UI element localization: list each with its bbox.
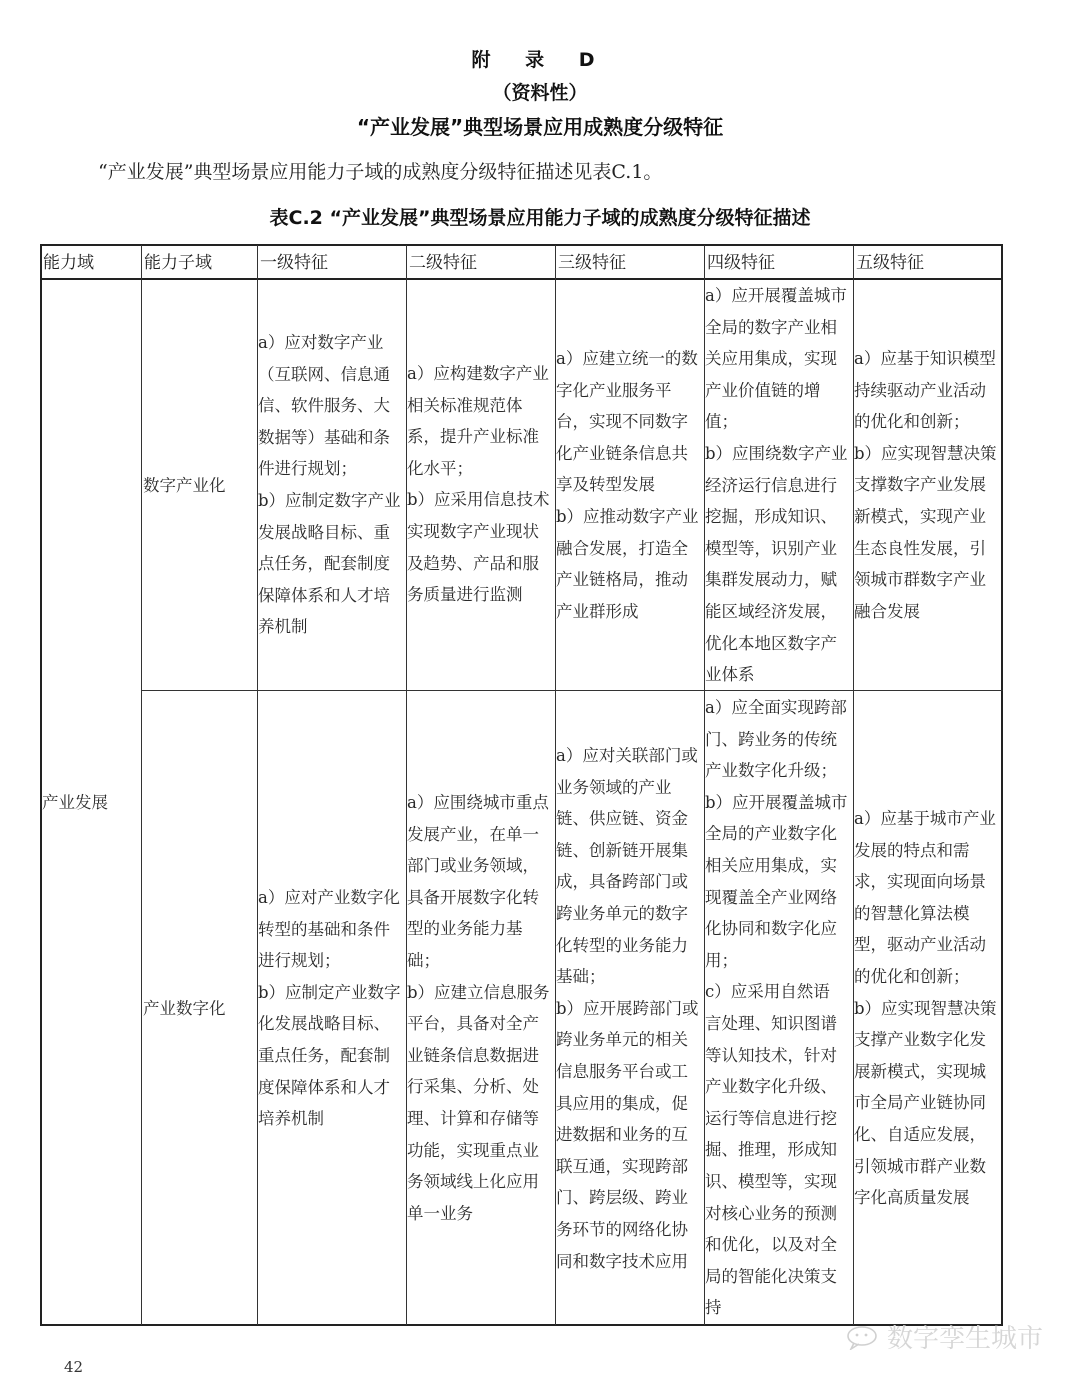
feature-line: b）应围绕数字产业 — [705, 443, 848, 463]
feature-line: 化、自适应发展， — [854, 1124, 986, 1144]
feature-line: 融合发展 — [854, 601, 920, 621]
feature-line: 台，实现不同数字 — [556, 412, 688, 432]
feature-line: 链、创新链开展集 — [556, 840, 688, 860]
feature-cell — [705, 280, 853, 691]
feature-line: a）应围绕城市重点 — [407, 793, 549, 812]
feature-line: 链、供应链、资金 — [556, 809, 688, 829]
feature-line: 持 — [705, 1298, 722, 1318]
feature-line: 持续驱动产业活动 — [854, 380, 986, 400]
feature-line: 业链条信息数据进 — [407, 1045, 539, 1065]
feature-line: 产业群形成 — [556, 601, 639, 621]
feature-line: 务质量进行监测 — [407, 585, 523, 605]
feature-cell — [258, 882, 406, 1135]
feature-line: 型，驱动产业活动 — [854, 935, 986, 955]
feature-line: 的优化和创新； — [854, 412, 970, 432]
feature-line: 门、跨业务的传统 — [705, 729, 837, 749]
feature-line: 产业链格局，推动 — [556, 570, 688, 590]
feature-line: 础； — [407, 950, 440, 970]
feature-line: a）应开展覆盖城市 — [705, 286, 847, 305]
watermark-text: 数字孪生城市 — [887, 1324, 1044, 1354]
feature-cell — [854, 803, 1002, 1214]
feature-line: 市全局产业链协同 — [854, 1093, 986, 1113]
watermark — [845, 1318, 1043, 1355]
feature-line: 部门或业务领域， — [407, 856, 539, 876]
feature-line: 化协同和数字化应 — [705, 919, 837, 939]
feature-line: 支撑产业数字化发 — [854, 1030, 986, 1050]
page-number: 42 — [64, 1358, 84, 1376]
feature-line: b）应制定数字产业 — [258, 490, 401, 510]
feature-cell — [407, 787, 555, 1229]
feature-line: 掘、推理，形成知 — [705, 1140, 837, 1160]
appendix-nature: （资料性） — [492, 82, 588, 104]
feature-line: 基础； — [556, 967, 606, 987]
feature-line: 领城市群数字产业 — [854, 570, 986, 590]
feature-line: b）应推动数字产业 — [556, 506, 699, 526]
feature-line: 理、计算和存储等 — [407, 1108, 539, 1128]
feature-line: 型的业务能力基 — [407, 919, 523, 939]
feature-line: 业务领域的产业 — [556, 777, 672, 797]
feature-line: 行采集、分析、处 — [407, 1077, 539, 1097]
feature-line: 享及转型发展 — [556, 475, 655, 495]
feature-cell — [258, 327, 406, 643]
feature-line: b）应建立信息服务 — [407, 982, 550, 1002]
feature-line: 门、跨层级、跨业 — [556, 1188, 688, 1208]
feature-line: 进数据和业务的互 — [556, 1125, 688, 1145]
feature-line: 用； — [705, 950, 738, 970]
header-level2: 二级特征 — [409, 253, 477, 273]
feature-cell — [556, 343, 704, 627]
feature-line: 具应用的集成，促 — [556, 1093, 688, 1113]
feature-line: 化发展战略目标、 — [258, 1014, 390, 1034]
feature-line: 保障体系和人才培 — [258, 585, 390, 605]
feature-line: 数据等）基础和条 — [258, 427, 390, 447]
feature-line: 件进行规划； — [258, 459, 357, 479]
feature-line: 字化产业服务平 — [556, 380, 672, 400]
wechat-bubble-icon — [845, 1324, 879, 1350]
feature-line: 发展的特点和需 — [854, 840, 970, 860]
row-divider — [141, 690, 1003, 691]
feature-line: a）应基于城市产业 — [854, 809, 996, 828]
feature-line: a）应对数字产业 — [258, 333, 384, 352]
feature-line: 能区域经济发展， — [705, 601, 837, 621]
feature-line: 产业数字化升级； — [705, 761, 837, 781]
feature-cell — [705, 692, 853, 1324]
feature-line: 集群发展动力，赋 — [705, 570, 837, 590]
feature-line: 全局的产业数字化 — [705, 824, 837, 844]
feature-line: 字化高质量发展 — [854, 1188, 970, 1208]
feature-cell — [556, 740, 704, 1277]
feature-line: b）应实现智慧决策 — [854, 998, 997, 1018]
header-level4: 四级特征 — [707, 253, 775, 273]
feature-line: 发展产业，在单一 — [407, 824, 539, 844]
feature-line: 现覆盖全产业网络 — [705, 887, 837, 907]
appendix-title: “产业发展”典型场景应用成熟度分级特征 — [356, 115, 724, 139]
feature-line: 产业数字化升级、 — [705, 1077, 837, 1097]
feature-line: 运行等信息进行挖 — [705, 1108, 837, 1128]
feature-line: 系，提升产业标准 — [407, 427, 539, 447]
feature-line: 化产业链条信息共 — [556, 443, 688, 463]
feature-line: b）应实现智慧决策 — [854, 443, 997, 463]
feature-line: 挖掘，形成知识、 — [705, 507, 837, 527]
feature-line: 经济运行信息进行 — [705, 475, 837, 495]
feature-line: 等认知技术，针对 — [705, 1045, 837, 1065]
feature-line: 信、软件服务、大 — [258, 396, 390, 416]
feature-line: 养机制 — [258, 617, 308, 637]
feature-line: 培养机制 — [258, 1109, 324, 1129]
subdomain-cell: 产业数字化 — [143, 999, 226, 1018]
feature-line: a）应基于知识模型 — [854, 349, 996, 368]
domain-cell: 产业发展 — [42, 793, 108, 812]
feature-line: 度保障体系和人才 — [258, 1077, 390, 1097]
feature-line: 支撑数字产业发展 — [854, 475, 986, 495]
feature-line: 务领域线上化应用 — [407, 1172, 539, 1192]
feature-line: 融合发展，打造全 — [556, 538, 688, 558]
feature-cell — [854, 343, 1002, 627]
appendix-label: 附 录 D — [471, 49, 609, 71]
feature-line: 及趋势、产品和服 — [407, 553, 539, 573]
feature-line: 相关标准规范体 — [407, 395, 523, 415]
feature-line: 进行规划； — [258, 951, 341, 971]
feature-line: 的智慧化算法模 — [854, 903, 970, 923]
feature-line: 的优化和创新； — [854, 966, 970, 986]
feature-line: 对核心业务的预测 — [705, 1203, 837, 1223]
feature-line: 转型的基础和条件 — [258, 919, 390, 939]
feature-line: 求，实现面向场景 — [854, 872, 986, 892]
table-caption: 表C.2 “产业发展”典型场景应用能力子域的成熟度分级特征描述 — [269, 207, 811, 229]
feature-cell — [407, 358, 555, 611]
feature-line: b）应开展跨部门或 — [556, 998, 699, 1018]
feature-line: 相关应用集成，实 — [705, 855, 837, 875]
feature-line: （互联网、信息通 — [258, 364, 390, 384]
feature-line: 化水平； — [407, 458, 473, 478]
feature-line: b）应采用信息技术 — [407, 490, 550, 510]
feature-line: 生态良性发展，引 — [854, 538, 986, 558]
header-subdomain: 能力子域 — [144, 253, 212, 273]
header-divider — [40, 278, 1003, 280]
feature-line: 发展战略目标、重 — [258, 522, 390, 542]
feature-line: 具备开展数字化转 — [407, 887, 539, 907]
feature-line: 展新模式，实现城 — [854, 1061, 986, 1081]
feature-line: 识、模型等，实现 — [705, 1171, 837, 1191]
feature-line: 实现数字产业现状 — [407, 521, 539, 541]
header-level3: 三级特征 — [558, 253, 626, 273]
feature-line: 重点任务，配套制 — [258, 1045, 390, 1065]
feature-line: 单一业务 — [407, 1203, 473, 1223]
feature-line: 平台，具备对全产 — [407, 1014, 539, 1034]
col-divider — [141, 245, 142, 1325]
subdomain-cell: 数字产业化 — [143, 476, 226, 495]
feature-line: 言处理、知识图谱 — [705, 1013, 837, 1033]
intro-paragraph: “产业发展”典型场景应用能力子域的成熟度分级特征描述见表C.1。 — [98, 161, 663, 183]
feature-line: 联互通，实现跨部 — [556, 1156, 688, 1176]
feature-line: a）应建立统一的数 — [556, 349, 698, 368]
feature-line: 产业价值链的增 — [705, 380, 821, 400]
feature-line: 全局的数字产业相 — [705, 317, 837, 337]
feature-line: 点任务，配套制度 — [258, 554, 390, 574]
feature-line: 关应用集成，实现 — [705, 349, 837, 369]
feature-line: a）应构建数字产业 — [407, 364, 549, 383]
feature-line: 局的智能化决策支 — [705, 1266, 837, 1286]
feature-line: 成，具备跨部门或 — [556, 872, 688, 892]
feature-line: 同和数字技术应用 — [556, 1251, 688, 1271]
feature-line: 跨业务单元的相关 — [556, 1030, 688, 1050]
feature-line: 跨业务单元的数字 — [556, 903, 688, 923]
feature-line: a）应全面实现跨部 — [705, 698, 847, 717]
header-domain: 能力域 — [43, 253, 94, 273]
feature-line: b）应开展覆盖城市 — [705, 792, 848, 812]
feature-line: 优化本地区数字产 — [705, 633, 837, 653]
feature-line: 信息服务平台或工 — [556, 1061, 688, 1081]
feature-line: 引领城市群产业数 — [854, 1156, 986, 1176]
feature-line: 模型等，识别产业 — [705, 538, 837, 558]
feature-line: c）应采用自然语 — [705, 982, 830, 1002]
header-level1: 一级特征 — [260, 253, 328, 273]
feature-line: 务环节的网络化协 — [556, 1219, 688, 1239]
feature-line: 功能，实现重点业 — [407, 1140, 539, 1160]
header-level5: 五级特征 — [856, 253, 924, 273]
feature-line: b）应制定产业数字 — [258, 982, 401, 1002]
feature-line: 和优化，以及对全 — [705, 1235, 837, 1255]
feature-line: a）应对关联部门或 — [556, 746, 698, 765]
feature-line: 值； — [705, 412, 738, 432]
feature-line: 新模式，实现产业 — [854, 506, 986, 526]
feature-line: a）应对产业数字化 — [258, 888, 400, 907]
feature-line: 业体系 — [705, 665, 755, 685]
feature-line: 化转型的业务能力 — [556, 935, 688, 955]
